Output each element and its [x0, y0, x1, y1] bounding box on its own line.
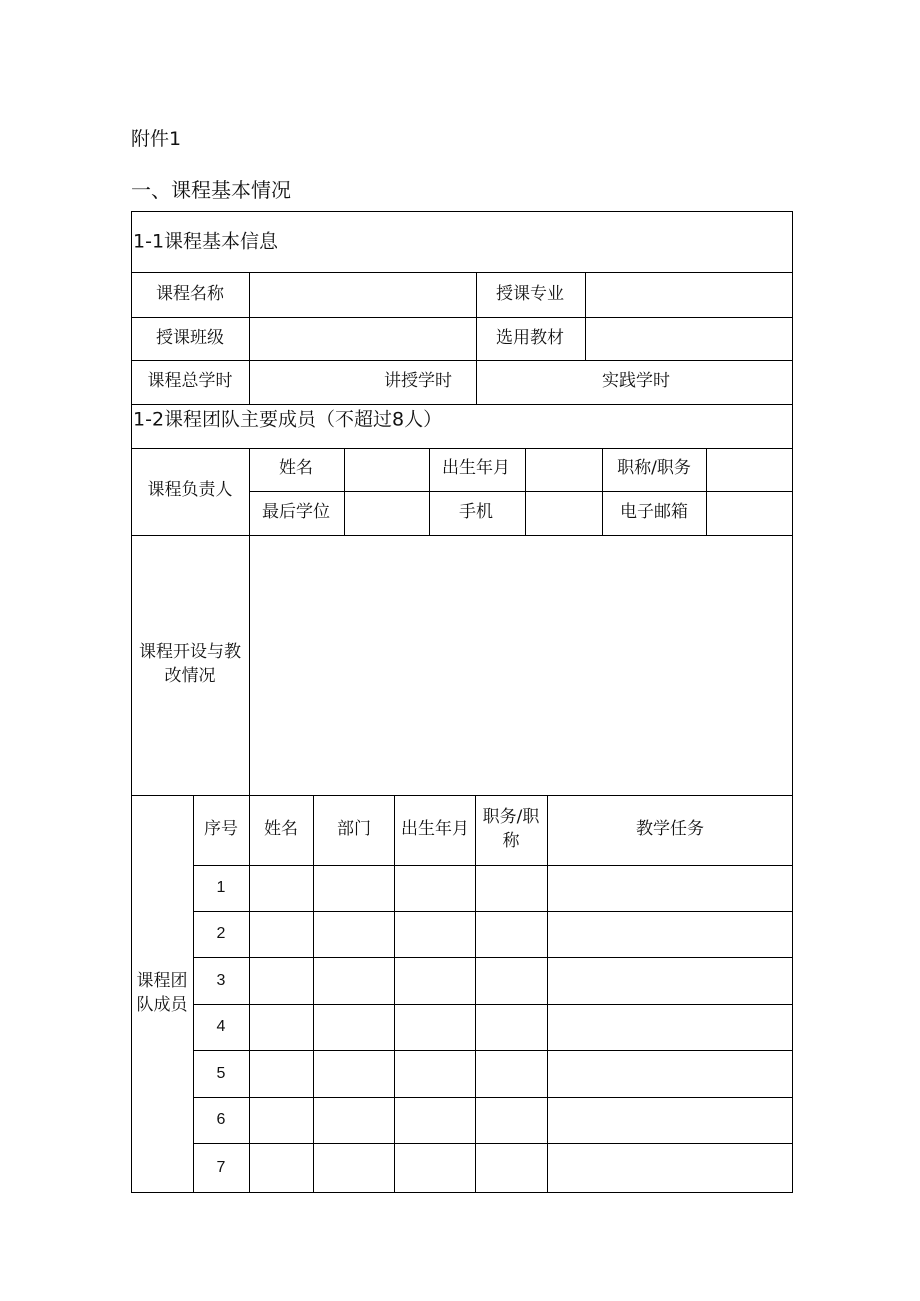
table-border [706, 448, 707, 535]
leader-degree-label: 最后学位 [262, 502, 330, 523]
col-header-name: 姓名 [264, 819, 298, 840]
table-border [131, 211, 793, 212]
col-header-seq: 序号 [204, 819, 238, 840]
table-border [193, 1050, 793, 1051]
row-number: 2 [216, 924, 226, 942]
table-border [429, 448, 430, 535]
total-hours-label: 课程总学时 [147, 371, 233, 392]
row-number: 5 [216, 1064, 226, 1082]
leader-phone-label: 手机 [459, 502, 493, 523]
table-border [131, 1192, 793, 1193]
table-border [249, 491, 793, 492]
table-border [585, 272, 586, 360]
table-border [313, 795, 314, 1192]
lecture-hours-label: 讲授学时 [384, 371, 452, 392]
row-number: 3 [216, 971, 226, 989]
table-border [193, 957, 793, 958]
col-header-dept: 部门 [337, 819, 371, 840]
row-number: 7 [216, 1158, 226, 1176]
table-border [475, 795, 476, 1192]
col-header-task: 教学任务 [636, 819, 704, 840]
leader-title-label: 职称/职务 [617, 458, 691, 479]
major-label: 授课专业 [496, 284, 564, 305]
section-title: 一、课程基本情况 [131, 178, 291, 202]
textbook-label: 选用教材 [496, 328, 564, 349]
basic-info-header: 1-1课程基本信息 [133, 230, 279, 253]
leader-birth-label: 出生年月 [442, 458, 510, 479]
table-border [131, 535, 793, 536]
class-label: 授课班级 [156, 328, 224, 349]
table-border [131, 795, 793, 796]
table-border [792, 211, 793, 1193]
table-border [193, 1004, 793, 1005]
practice-hours-label: 实践学时 [602, 371, 670, 392]
leader-name-label: 姓名 [279, 458, 313, 479]
table-border [476, 272, 477, 404]
table-border [249, 448, 250, 795]
members-label: 课程团队成员 [136, 971, 188, 1015]
table-border [193, 865, 793, 866]
table-border [394, 795, 395, 1192]
table-border [131, 404, 793, 405]
team-header: 1-2课程团队主要成员（不超过8人） [133, 408, 443, 431]
table-border [131, 360, 793, 361]
table-border [525, 448, 526, 535]
row-number: 1 [216, 878, 226, 896]
row-number: 6 [216, 1110, 226, 1128]
course-form [131, 211, 793, 1193]
table-border [602, 448, 603, 535]
table-border [131, 211, 132, 1193]
table-border [193, 1143, 793, 1144]
course-name-label: 课程名称 [156, 284, 224, 305]
table-border [131, 448, 793, 449]
table-border [249, 795, 250, 1192]
table-border [344, 448, 345, 535]
table-border [249, 272, 250, 404]
table-border [193, 1097, 793, 1098]
leader-label: 课程负责人 [147, 480, 233, 501]
leader-email-label: 电子邮箱 [620, 502, 688, 523]
table-border [193, 795, 194, 1192]
table-border [547, 795, 548, 1192]
table-border [193, 911, 793, 912]
attachment-label: 附件1 [131, 128, 182, 150]
col-header-title: 职务/职称 [482, 807, 540, 851]
reform-label: 课程开设与教改情况 [139, 642, 241, 686]
table-border [131, 317, 793, 318]
row-number: 4 [216, 1017, 226, 1035]
col-header-birth: 出生年月 [401, 819, 469, 840]
table-border [131, 272, 793, 273]
